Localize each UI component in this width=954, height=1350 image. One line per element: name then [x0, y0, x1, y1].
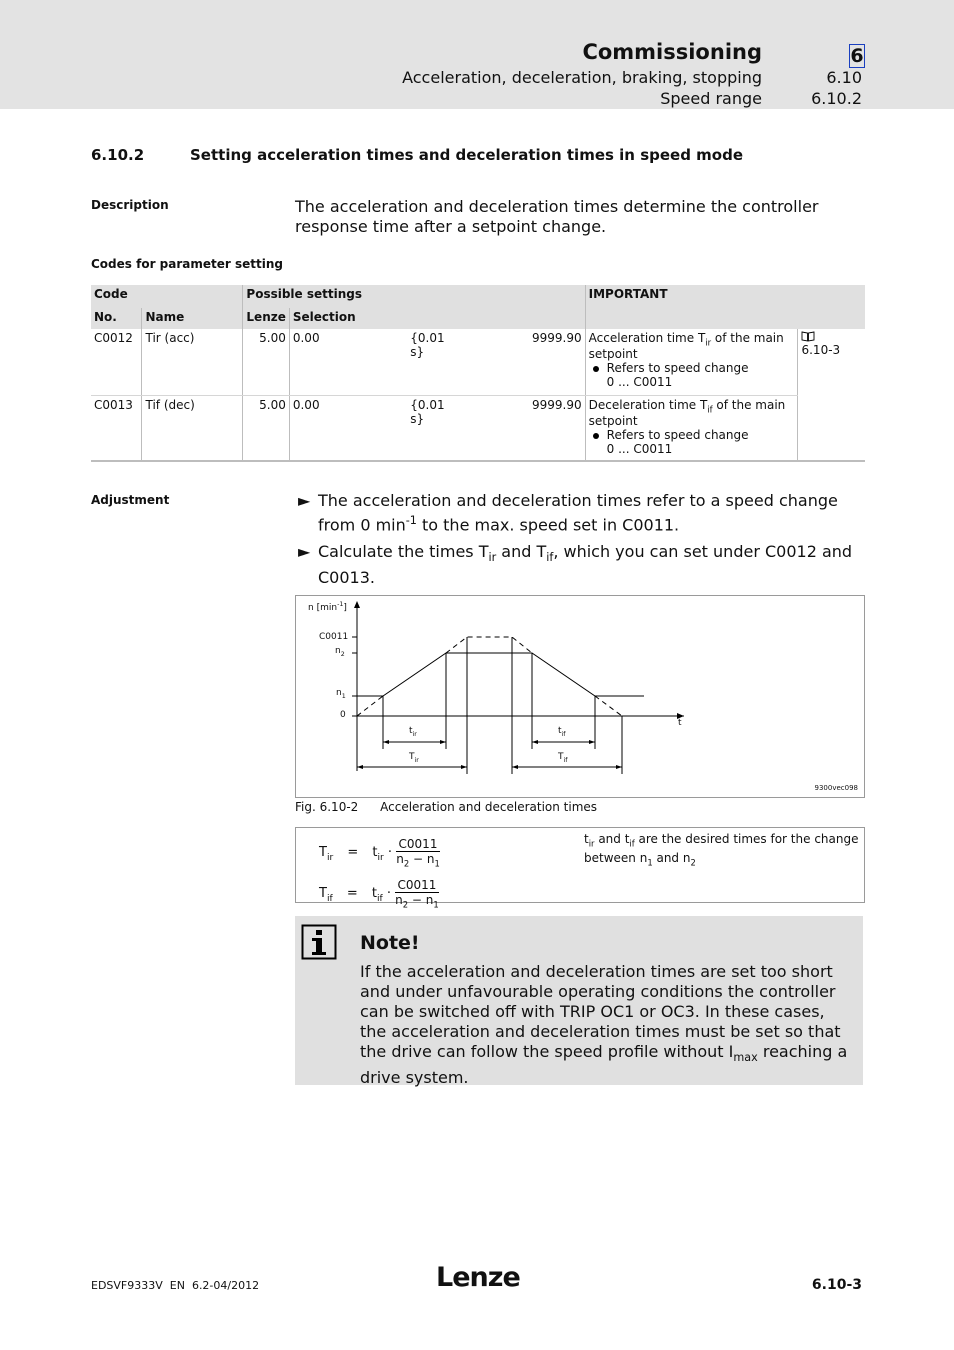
formula-description: $t_{ir}$ and $t_{if}$ are the desired times for the change between $n_1$ and $n_2$: [584, 832, 859, 868]
adjustment-item: ► The acceleration and deceleration times refer to a speed change from 0 $\min^{-1}$ to the max. speed set in C0011.: [298, 491, 838, 535]
subsection-number: 6.10: [826, 68, 862, 87]
document-id: EDSVF9333V EN 6.2-04/2012: [91, 1279, 260, 1292]
description-label: Description: [91, 198, 169, 212]
formula-tir: $T_{ir} = t_{ir}$ · $\frac{C0011}{n_2 - n_1}$: [319, 837, 440, 869]
zero-tick-label: 0: [340, 710, 346, 720]
important-text: Deceleration time $T_{if}$ of the main setpoint Refers to speed change 0 ... C0011: [585, 396, 798, 462]
adjustment-label: Adjustment: [91, 493, 170, 507]
reference-cell: [798, 329, 865, 461]
header-possible-settings: Possible settings: [243, 285, 585, 308]
c0011-tick-label: C0011: [319, 632, 349, 642]
header-important: IMPORTANT: [585, 285, 865, 329]
note-text: If the acceleration and deceleration times are set too short and under unfavourable operating conditions the controller can be switched off with TRIP OC1 or OC3. In these cases, the acceleration and deceleration times must be set so that the drive can follow the speed profile without $I_{max}$ reaching a drive system.: [360, 962, 848, 1088]
formula-tif: $T_{if} = t_{if}$ · $\frac{C0011}{n_2 - n_1}$: [319, 878, 439, 910]
range-text: 0 ... C0011: [606, 375, 673, 390]
code-name: Tir (acc): [142, 329, 243, 396]
selection-max: 9999.90: [463, 329, 585, 396]
speed-profile-diagram: [295, 595, 865, 798]
description-text: The acceleration and deceleration times determine the controller response time after a setpoint change.: [295, 197, 819, 236]
section-number: 6.10.2: [91, 146, 145, 164]
selection-min: 0.00: [289, 329, 407, 396]
figure-code: 9300vec098: [814, 784, 858, 792]
lenze-default: 5.00: [243, 396, 289, 462]
header-selection: Selection: [289, 308, 585, 329]
header-no: No.: [91, 308, 142, 329]
n1-tick-label: $n_1$: [336, 688, 346, 700]
selection-max: 9999.90: [463, 396, 585, 462]
arrow-right-icon: ►: [298, 491, 311, 510]
code-name: Tif (dec): [142, 396, 243, 462]
info-icon: [301, 924, 337, 964]
n2-tick-label: $n_2$: [335, 646, 345, 658]
subsubsection-number: 6.10.2: [811, 89, 862, 108]
header-code: Code: [91, 285, 243, 308]
chapter-title: Commissioning: [582, 40, 762, 64]
adjustment-item: ► Calculate the times $T_{ir}$ and $T_{if}$, which you can set under C0012 and C0013.: [298, 542, 853, 588]
page-header: [0, 0, 954, 109]
page-number: 6.10-3: [811, 1277, 862, 1293]
header-name: Name: [142, 308, 243, 329]
note-box: [295, 916, 863, 1088]
section-title: Setting acceleration times and deceleration times in speed mode: [190, 146, 744, 164]
formula-box: [295, 827, 865, 910]
important-text: Acceleration time $T_{ir}$ of the main setpoint Refers to speed change 0 ... C0011: [585, 329, 798, 396]
parameter-table: [91, 285, 865, 462]
Tif-label: $T_{if}$: [558, 752, 568, 764]
tir-label: $t_{ir}$: [409, 726, 417, 738]
code-number: C0013: [91, 396, 142, 462]
subsection-title: Acceleration, deceleration, braking, stopping: [402, 68, 762, 87]
header-lenze: Lenze: [243, 308, 289, 329]
y-axis-label: n $[\min^{-1}]$: [308, 601, 347, 613]
note-title: Note!: [360, 932, 420, 954]
code-number: C0012: [91, 329, 142, 396]
range-text: 0 ... C0011: [606, 442, 673, 457]
t-axis-label: t: [678, 718, 682, 728]
lenze-logo: Lenze: [436, 1262, 520, 1293]
selection-min: 0.00: [289, 396, 407, 462]
figure-caption: Fig. 6.10-2 Acceleration and deceleration times: [295, 800, 598, 814]
lenze-default: 5.00: [243, 329, 289, 396]
table-header-row: [91, 285, 865, 308]
page-reference[interactable]: 6.10-3: [801, 343, 841, 357]
table-row: [91, 396, 865, 462]
tif-label: $t_{if}$: [558, 726, 566, 738]
selection-unit: {0.01 s}: [407, 329, 463, 396]
codes-label: Codes for parameter setting: [91, 257, 283, 271]
speed-profile-line: [357, 653, 644, 696]
bullet-item: Refers to speed change: [589, 428, 795, 442]
table-row: [91, 329, 865, 396]
selection-unit: {0.01 s}: [407, 396, 463, 462]
bullet-item: Refers to speed change: [589, 361, 795, 375]
book-icon: [801, 331, 817, 343]
subsubsection-title: Speed range: [660, 89, 762, 108]
arrow-right-icon: ►: [298, 542, 311, 561]
chapter-number: 6: [850, 45, 864, 67]
Tir-label: $T_{ir}$: [409, 752, 419, 764]
